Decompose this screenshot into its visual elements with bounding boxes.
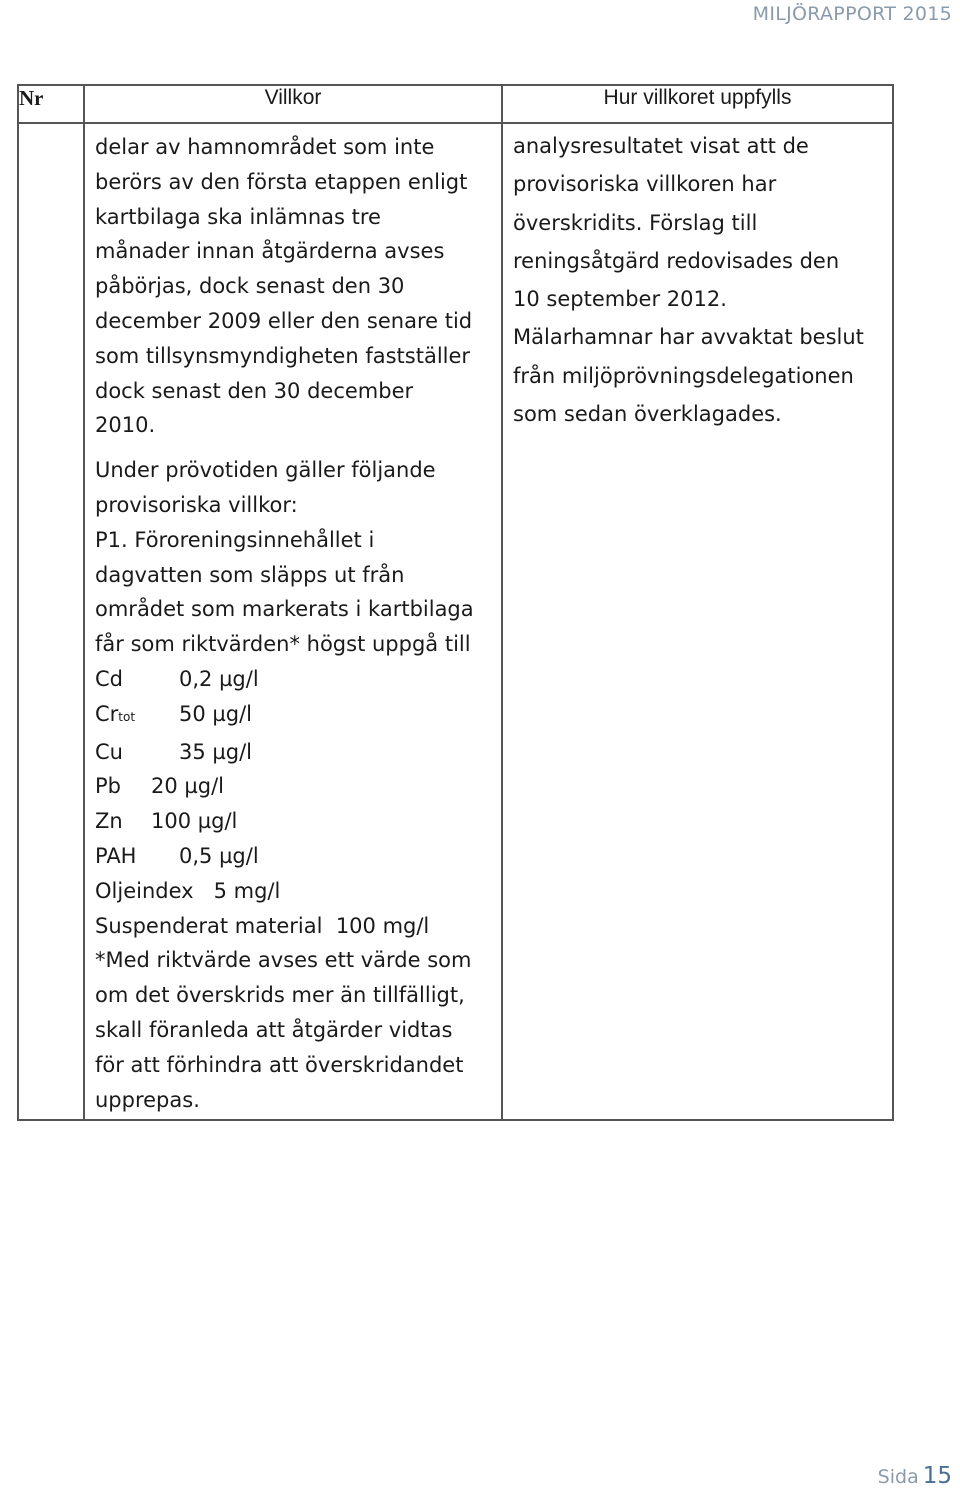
nr-cell [18, 123, 84, 1120]
substance-name: Suspenderat material [95, 913, 323, 938]
limit-row [95, 839, 491, 874]
page-footer [878, 1463, 952, 1489]
limit-value: 0,5 µg/l [179, 843, 259, 868]
limit-value: 100 µg/l [151, 809, 238, 834]
limit-value: 5 mg/l [213, 878, 281, 903]
substance-name: Cu [95, 739, 123, 764]
substance-name: Crtot [95, 701, 136, 726]
text-line: skall föranleda att åtgärder vidtas [95, 1017, 453, 1042]
text-line: månader innan åtgärderna avses [95, 239, 445, 264]
limit-row [95, 874, 491, 909]
substance-name: PAH [95, 843, 137, 868]
text-line: kartbilaga ska inlämnas tre [95, 204, 381, 229]
limit-value: 35 µg/l [179, 739, 252, 764]
limit-value: 50 µg/l [179, 701, 252, 726]
limit-row [95, 804, 491, 839]
text-line: analysresultatet visat att de [513, 134, 809, 158]
text-line: provisoriska villkoren har [513, 172, 777, 197]
text-line: upprepas. [95, 1087, 200, 1112]
substance-name: Zn [95, 809, 123, 834]
text-line: 2010. [95, 413, 156, 438]
page-number: 15 [922, 1463, 952, 1489]
text-line: överskridits. Förslag till [513, 210, 758, 235]
villkor-intro [95, 130, 491, 443]
conditions-table [17, 84, 894, 1121]
limit-value: 0,2 µg/l [179, 666, 259, 691]
header-hur: Hur villkoret uppfylls [502, 85, 893, 123]
text-line: Under prövotiden gäller följande [95, 458, 436, 483]
substance-name: Pb [95, 774, 121, 799]
limit-row [95, 909, 491, 944]
table-header-row [18, 85, 893, 123]
limit-value: 100 mg/l [335, 913, 430, 938]
text-line: dock senast den 30 december [95, 378, 414, 403]
text-line: provisoriska villkor: [95, 492, 298, 517]
limit-row [95, 769, 491, 804]
footnote [95, 943, 491, 1117]
text-line: *Med riktvärde avses ett värde som [95, 948, 472, 973]
text-line: får som riktvärden* högst uppgå till [95, 632, 471, 657]
limit-row [95, 662, 491, 697]
text-line: dagvatten som släpps ut från [95, 562, 405, 587]
text-line: om det överskrids mer än tillfälligt, [95, 983, 465, 1008]
text-line: delar av hamnområdet som inte [95, 135, 435, 159]
page-label: Sida [877, 1466, 919, 1488]
text-line: december 2009 eller den senare tid [95, 308, 473, 333]
hur-cell [502, 123, 893, 1120]
villkor-provisional [95, 453, 491, 662]
text-line: P1. Föroreningsinnehållet i [95, 527, 375, 552]
text-line: berörs av den första etappen enligt [95, 169, 468, 194]
hur-text [503, 124, 892, 435]
text-line: området som markerats i kartbilaga [95, 597, 474, 622]
substance-name: Cd [95, 666, 123, 691]
text-line: som tillsynsmyndigheten fastställer [95, 343, 471, 368]
villkor-cell [84, 123, 502, 1120]
text-line: för att förhindra att överskridandet [95, 1052, 464, 1077]
limit-value: 20 µg/l [151, 774, 224, 799]
text-line: Mälarhamnar har avvaktat beslut [513, 325, 864, 350]
header-nr: Nr [18, 85, 84, 123]
text-line: 10 september 2012. [513, 287, 727, 312]
substance-subscript: tot [118, 709, 136, 724]
limit-row [95, 697, 491, 735]
text-line: från miljöprövningsdelegationen [513, 363, 854, 388]
substance-name: Oljeindex [95, 878, 194, 903]
limit-row [95, 735, 491, 770]
text-line: reningsåtgärd redovisades den [513, 248, 840, 273]
table-row [18, 123, 893, 1120]
text-line: som sedan överklagades. [513, 402, 782, 427]
header-villkor: Villkor [84, 85, 502, 123]
limit-list [95, 662, 491, 943]
text-line: påbörjas, dock senast den 30 [95, 274, 405, 299]
running-header: MILJÖRAPPORT 2015 [752, 3, 952, 25]
